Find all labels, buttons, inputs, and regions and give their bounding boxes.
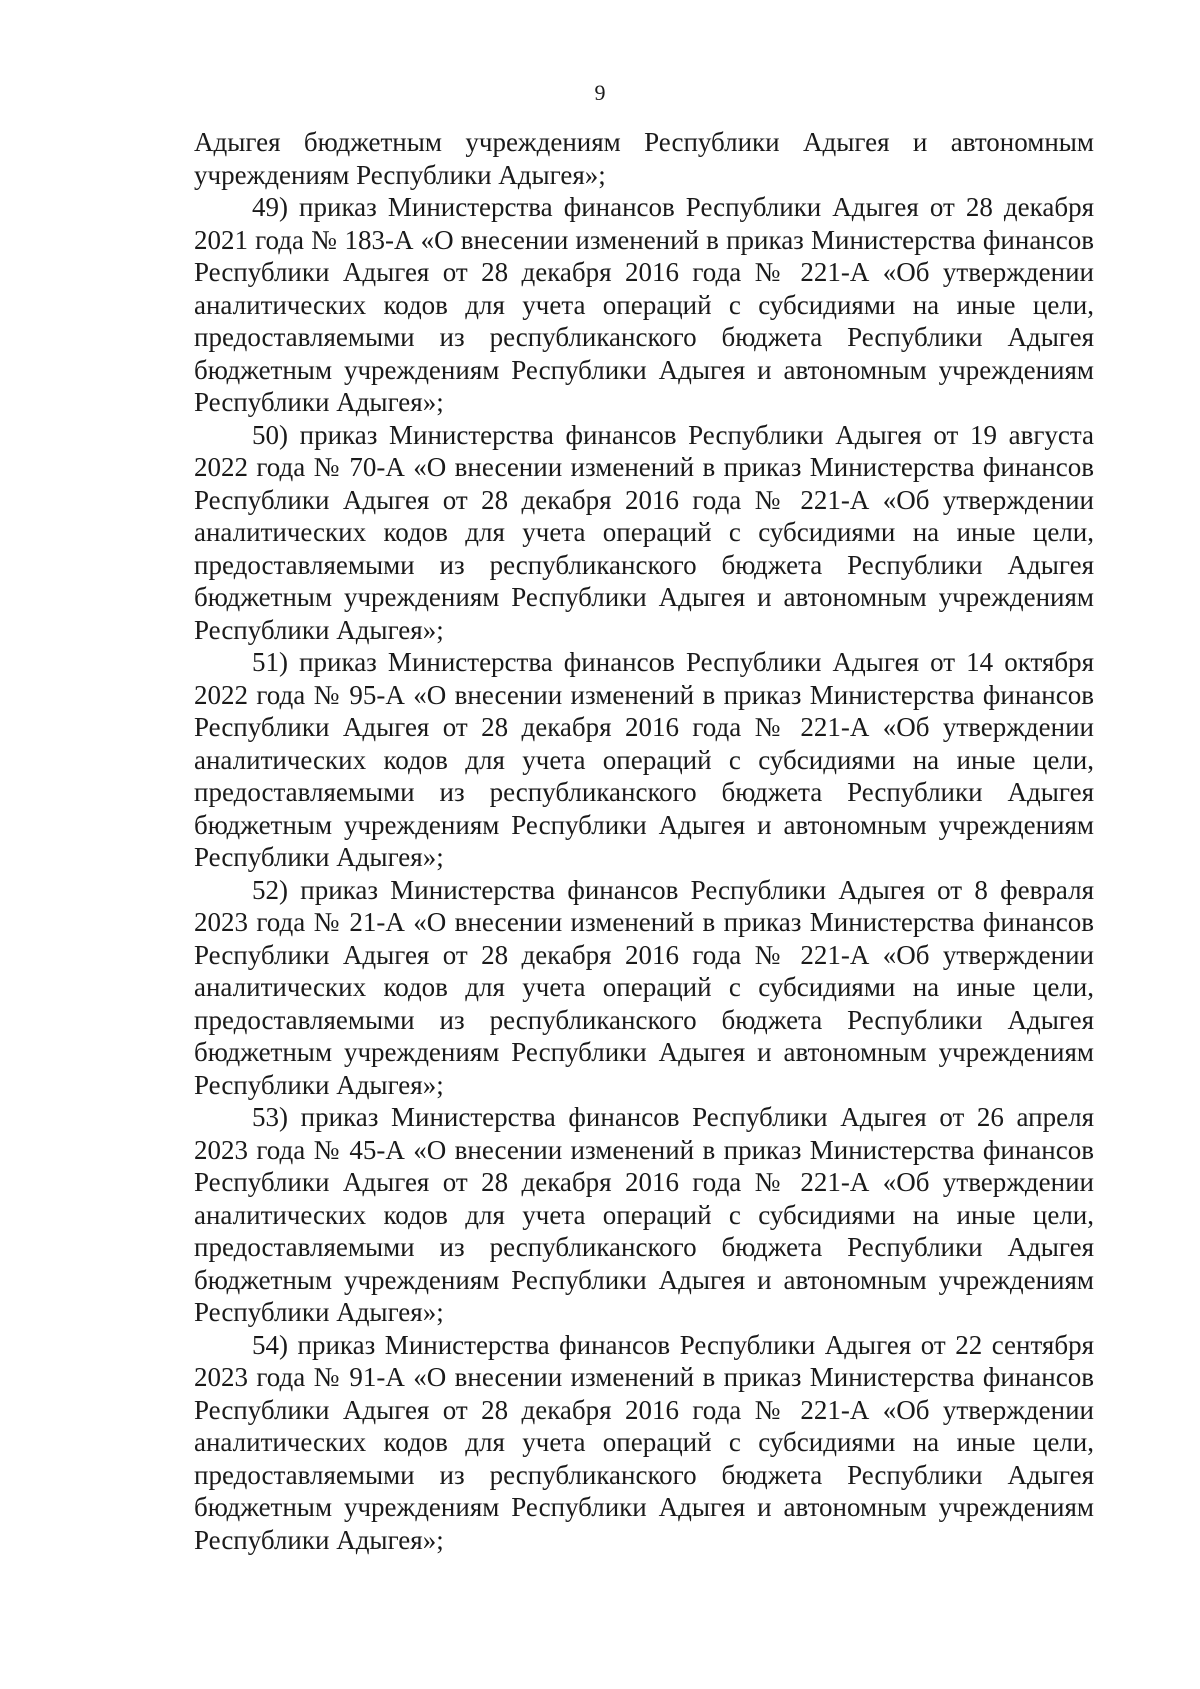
list-item-49: 49) приказ Министерства финансов Республики Адыгея от 28 декабря 2021 года № 183-А «О внесении изменений в приказ Министерства финансов Республики Адыгея от 28 декабря 2016 года № 221-А «Об утверждении аналитических кодов для учета операций с субсидиями на иные цели, предоставляемыми из республиканского бюджета Республики Адыгея бюджетным учреждениям Республики Адыгея и автономным учреждениям Республики Адыгея»; <box>194 192 1094 417</box>
list-item-51: 51) приказ Министерства финансов Республики Адыгея от 14 октября 2022 года № 95-А «О внесении изменений в приказ Министерства финансов Республики Адыгея от 28 декабря 2016 года № 221-А «Об утверждении аналитических кодов для учета операций с субсидиями на иные цели, предоставляемыми из республиканского бюджета Республики Адыгея бюджетным учреждениям Республики Адыгея и автономным учреждениям Республики Адыгея»; <box>194 647 1094 872</box>
list-item-50: 50) приказ Министерства финансов Республики Адыгея от 19 августа 2022 года № 70-А «О внесении изменений в приказ Министерства финансов Республики Адыгея от 28 декабря 2016 года № 221-А «Об утверждении аналитических кодов для учета операций с субсидиями на иные цели, предоставляемыми из республиканского бюджета Республики Адыгея бюджетным учреждениям Республики Адыгея и автономным учреждениям Республики Адыгея»; <box>194 419 1094 645</box>
list-item-53: 53) приказ Министерства финансов Республики Адыгея от 26 апреля 2023 года № 45-А «О внесении изменений в приказ Министерства финансов Республики Адыгея от 28 декабря 2016 года № 221-А «Об утверждении аналитических кодов для учета операций с субсидиями на иные цели, предоставляемыми из республиканского бюджета Республики Адыгея бюджетным учреждениям Республики Адыгея и автономным учреждениям Республики Адыгея»; <box>194 1102 1094 1327</box>
page-number: 9 <box>594 80 606 105</box>
list-item-54: 54) приказ Министерства финансов Республики Адыгея от 22 сентября 2023 года № 91-А «О внесении изменений в приказ Министерства финансов Республики Адыгея от 28 декабря 2016 года № 221-А «Об утверждении аналитических кодов для учета операций с субсидиями на иные цели, предоставляемыми из республиканского бюджета Республики Адыгея бюджетным учреждениям Республики Адыгея и автономным учреждениям Республики Адыгея»; <box>194 1329 1094 1555</box>
document-body <box>194 126 1094 1556</box>
list-item-52: 52) приказ Министерства финансов Республики Адыгея от 8 февраля 2023 года № 21-А «О внесении изменений в приказ Министерства финансов Республики Адыгея от 28 декабря 2016 года № 221-А «Об утверждении аналитических кодов для учета операций с субсидиями на иные цели, предоставляемыми из республиканского бюджета Республики Адыгея бюджетным учреждениям Республики Адыгея и автономным учреждениям Республики Адыгея»; <box>194 874 1094 1100</box>
paragraph-continuation: Адыгея бюджетным учреждениям Республики Адыгея и автономным учреждениям Республики Адыгея»; <box>194 127 1094 190</box>
